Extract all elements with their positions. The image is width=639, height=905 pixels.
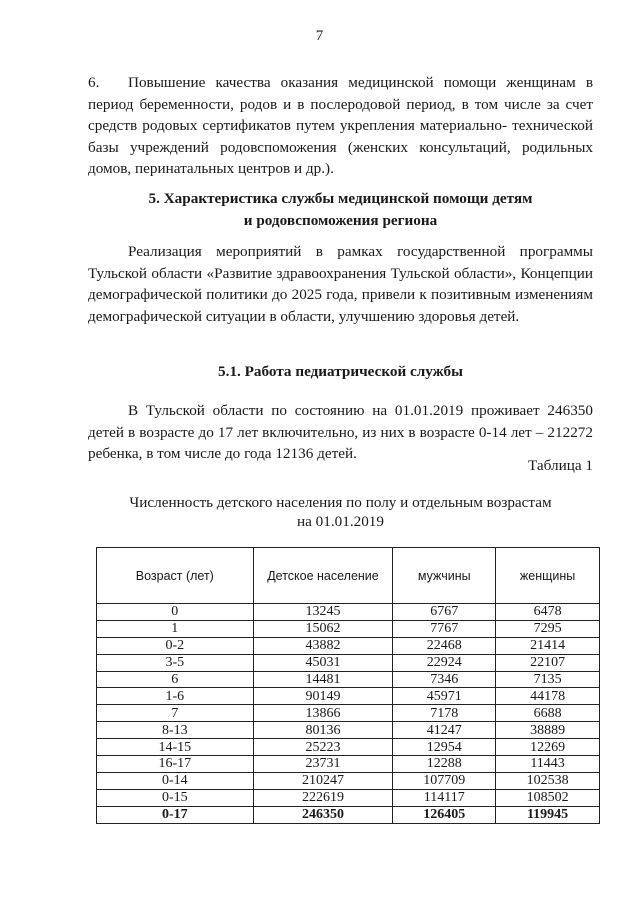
- cell-total: 14481: [253, 671, 393, 688]
- table-row: [97, 654, 600, 671]
- table-row: [97, 671, 600, 688]
- cell-males: 12954: [393, 739, 496, 756]
- table-row: [97, 705, 600, 722]
- cell-age: 0: [97, 604, 254, 621]
- cell-females: 38889: [496, 722, 600, 739]
- cell-females: 11443: [496, 756, 600, 773]
- header-children-population: Детское население: [253, 548, 393, 604]
- page-number: 7: [315, 28, 324, 44]
- cell-females: 22107: [496, 654, 600, 671]
- cell-total: 45031: [253, 654, 393, 671]
- section-5-heading: [88, 188, 593, 231]
- cell-females: 21414: [496, 637, 600, 654]
- cell-males: 7346: [393, 671, 496, 688]
- cell-females: 102538: [496, 772, 600, 789]
- header-females: женщины: [496, 548, 600, 604]
- table-row: [97, 620, 600, 637]
- cell-females: 6688: [496, 705, 600, 722]
- cell-age: 1: [97, 620, 254, 637]
- table-header-row: [97, 548, 600, 604]
- cell-females: 108502: [496, 789, 600, 806]
- cell-males: 114117: [393, 789, 496, 806]
- cell-total: 80136: [253, 722, 393, 739]
- cell-total: 43882: [253, 637, 393, 654]
- section-5-paragraph: Реализация мероприятий в рамках государственной программы Тульской области «Развитие здравоохранения Тульской области», Концепции демографической политики до 2025 года, привели к позитивным изменениям демографической ситуации в области, улучшению здоровья детей.: [88, 243, 593, 325]
- cell-age: 3-5: [97, 654, 254, 671]
- cell-age: 14-15: [97, 739, 254, 756]
- cell-total: 90149: [253, 688, 393, 705]
- cell-females: 6478: [496, 604, 600, 621]
- cell-age: 0-15: [97, 789, 254, 806]
- table-total-row: [97, 806, 600, 823]
- cell-total: 222619: [253, 789, 393, 806]
- cell-females: 119945: [496, 806, 600, 823]
- table-row: [97, 756, 600, 773]
- cell-males: 107709: [393, 772, 496, 789]
- cell-males: 6767: [393, 604, 496, 621]
- cell-females: 7135: [496, 671, 600, 688]
- cell-males: 22924: [393, 654, 496, 671]
- cell-age: 0-17: [97, 806, 254, 823]
- table-row: [97, 739, 600, 756]
- cell-age: 16-17: [97, 756, 254, 773]
- cell-females: 12269: [496, 739, 600, 756]
- cell-males: 7767: [393, 620, 496, 637]
- cell-total: 13245: [253, 604, 393, 621]
- cell-males: 45971: [393, 688, 496, 705]
- cell-age: 0-2: [97, 637, 254, 654]
- section-5-heading-line2: и родовспоможения региона: [243, 211, 438, 229]
- cell-males: 41247: [393, 722, 496, 739]
- table-row: [97, 688, 600, 705]
- cell-females: 7295: [496, 620, 600, 637]
- table-title-line2: на 01.01.2019: [296, 513, 384, 530]
- table-row: [97, 722, 600, 739]
- cell-total: 210247: [253, 772, 393, 789]
- item-6-text: Повышение качества оказания медицинской помощи женщинам в период беременности, родов и в послеродовой период, в том числе за счет средств родовых сертификатов путем укрепления материально- технической базы учреждений родовспоможения (женских консультаций, родильных домов, перинатальных центров и др.).: [88, 74, 593, 178]
- section-5-1-heading: 5.1. Работа педиатрической службы: [218, 363, 463, 380]
- table-title: [88, 493, 593, 531]
- item-6-paragraph: [88, 72, 593, 180]
- table-row: [97, 789, 600, 806]
- cell-age: 6: [97, 671, 254, 688]
- population-table: [96, 547, 600, 824]
- table-title-line1: Численность детского населения по полу и отдельным возрастам: [129, 494, 552, 511]
- table-label: Таблица 1: [528, 457, 593, 474]
- cell-females: 44178: [496, 688, 600, 705]
- cell-age: 8-13: [97, 722, 254, 739]
- table-row: [97, 604, 600, 621]
- cell-age: 7: [97, 705, 254, 722]
- section-5-1-paragraph: В Тульской области по состоянию на 01.01.2019 проживает 246350 детей в возрасте до 17 лет включительно, из них в возрасте 0-14 лет – 212272 ребенка, в том числе до года 12136 детей.: [88, 402, 593, 463]
- cell-total: 13866: [253, 705, 393, 722]
- section-5-heading-line1: 5. Характеристика службы медицинской помощи детям: [148, 190, 533, 207]
- cell-total: 25223: [253, 739, 393, 756]
- cell-total: 15062: [253, 620, 393, 637]
- cell-males: 22468: [393, 637, 496, 654]
- cell-age: 1-6: [97, 688, 254, 705]
- table-row: [97, 637, 600, 654]
- cell-males: 7178: [393, 705, 496, 722]
- cell-total: 246350: [253, 806, 393, 823]
- item-6-number: 6.: [88, 74, 100, 91]
- header-males: мужчины: [393, 548, 496, 604]
- cell-total: 23731: [253, 756, 393, 773]
- header-age: Возраст (лет): [97, 548, 254, 604]
- cell-males: 126405: [393, 806, 496, 823]
- table-row: [97, 772, 600, 789]
- cell-age: 0-14: [97, 772, 254, 789]
- cell-males: 12288: [393, 756, 496, 773]
